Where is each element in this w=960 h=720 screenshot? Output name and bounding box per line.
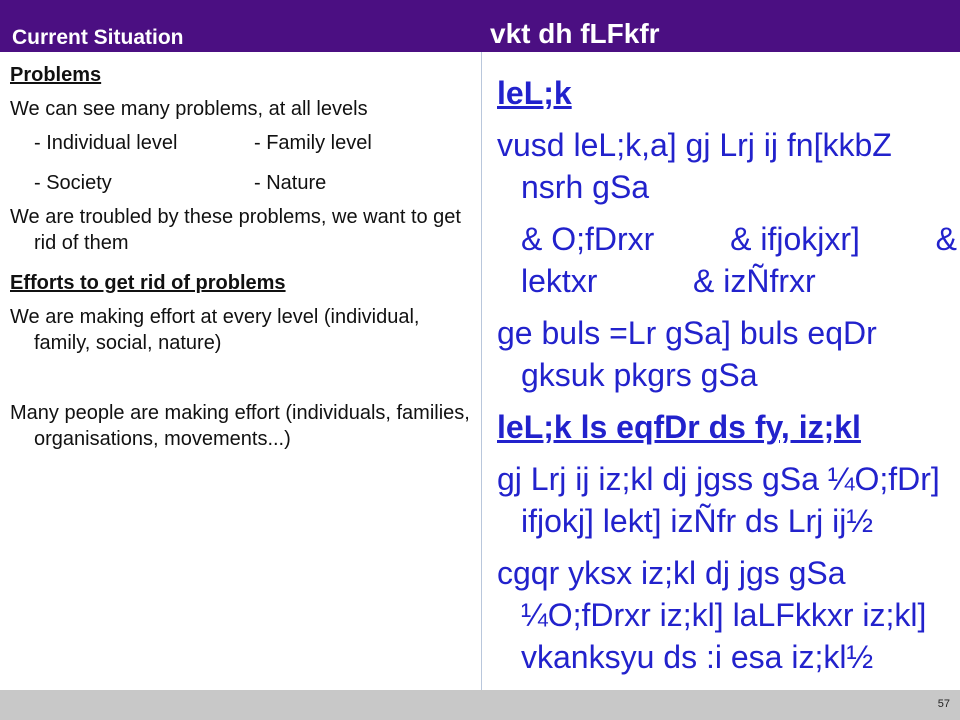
left-levels-row-1 — [10, 130, 470, 156]
left-column — [10, 62, 470, 452]
right-paragraph-1: vusd leL;k,a] gj Lrj ij fn[kkbZ nsrh gSa — [497, 127, 892, 205]
family-level-text: - Family level — [254, 132, 372, 154]
page-number: 57 — [937, 698, 950, 710]
right-paragraph-6: cgqr yksx iz;kl dj jgs gSa ¼O;fDrxr iz;kl] laLFkkxr iz;kl] vkanksyu ds :i esa iz;kl½ — [497, 555, 927, 675]
individual-level-text: - Individual level — [34, 132, 178, 154]
column-divider — [481, 52, 482, 692]
left-paragraph-6: Many people are making effort (individuals, families, organisations, movements...) — [10, 402, 470, 450]
right-paragraph-4: ge buls =Lr gSa] buls eqDr gksuk pkgrs gSa — [497, 315, 877, 393]
right-column — [497, 72, 957, 678]
right-level-e: & izÑfrxr — [693, 263, 816, 299]
right-paragraph-5: gj Lrj ij iz;kl dj jgss gSa ¼O;fDr] ifjokj] lekt] izÑfr ds Lrj ij½ — [497, 461, 940, 539]
header-right-title: vkt dh fLFkfr — [490, 18, 660, 49]
right-level-c: & — [935, 221, 957, 257]
right-heading-1: leL;k — [497, 75, 572, 111]
header-bar — [0, 0, 960, 52]
left-paragraph-4: We are troubled by these problems, we want to get rid of them — [10, 206, 461, 254]
nature-text: - Nature — [254, 172, 327, 194]
footer-bar — [0, 690, 960, 720]
right-level-b: & ifjokjxr] — [730, 221, 860, 257]
right-level-d: lektxr — [521, 263, 598, 299]
right-level-a: & O;fDrxr — [521, 221, 655, 257]
right-levels-row-2 — [497, 260, 957, 302]
problems-heading: Problems — [10, 64, 102, 86]
left-paragraph-1: We can see many problems, at all levels — [10, 98, 368, 120]
right-levels-row-1 — [497, 218, 957, 260]
left-paragraph-5: We are making effort at every level (individual, family, social, nature) — [10, 306, 420, 354]
header-left-title: Current Situation — [12, 26, 184, 49]
right-heading-2: leL;k ls eqfDr ds fy, iz;kl — [497, 409, 861, 445]
left-levels-row-2 — [10, 170, 470, 196]
efforts-heading: Efforts to get rid of problems — [10, 272, 286, 294]
society-text: - Society — [34, 172, 112, 194]
